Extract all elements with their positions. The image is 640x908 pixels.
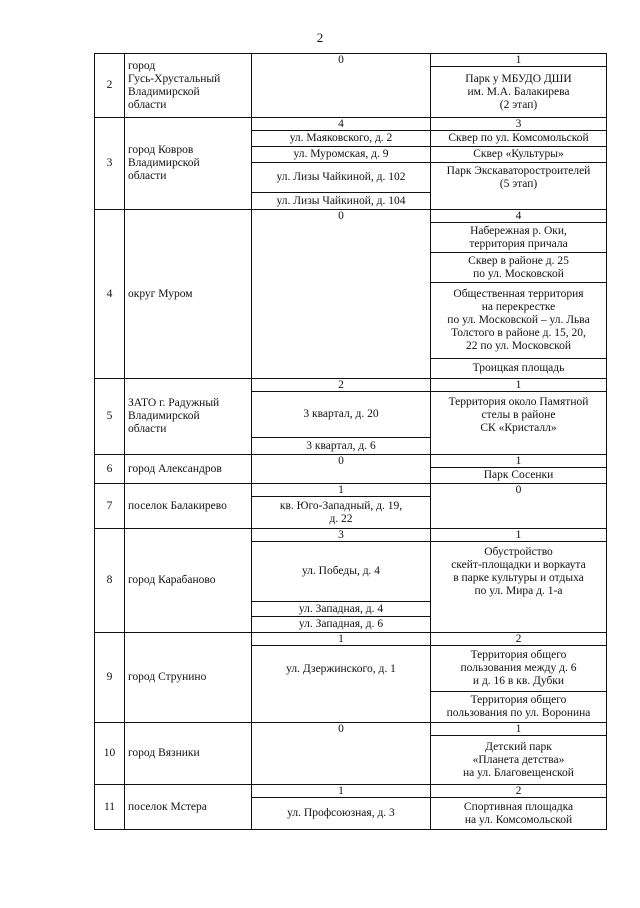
table-row	[95, 633, 607, 723]
territories-table	[94, 53, 607, 830]
right-item: Общественная территория на перекрестке по ул. Московской – ул. Льва Толстого в районе д. 15, 20, 22 по ул. Московской	[431, 283, 606, 359]
table-row	[95, 529, 607, 633]
row-number: 9	[95, 633, 125, 723]
table-row	[95, 785, 607, 830]
right-column	[431, 379, 607, 455]
right-item: Сквер по ул. Комсомольской	[431, 131, 606, 147]
left-column	[252, 529, 431, 633]
municipality-cell	[125, 455, 252, 484]
left-count: 0	[338, 54, 344, 66]
right-count: 4	[431, 210, 606, 223]
right-count: 1	[431, 529, 606, 542]
left-count: 1	[252, 633, 430, 646]
municipality-name: округ Муром	[128, 287, 193, 300]
left-count: 1	[252, 484, 430, 497]
left-column	[252, 723, 431, 785]
table-row	[95, 484, 607, 529]
right-column	[431, 529, 607, 633]
left-column	[252, 455, 431, 484]
left-item: ул. Маяковского, д. 2	[252, 131, 430, 147]
right-item: Сквер «Культуры»	[431, 147, 606, 163]
left-item: ул. Дзержинского, д. 1	[286, 662, 396, 675]
row-number: 7	[95, 484, 125, 529]
left-column	[252, 785, 431, 830]
municipality-name: город Карабаново	[128, 574, 216, 586]
table-row	[95, 54, 607, 118]
right-item: Парк у МБУДО ДШИ им. М.А. Балакирева (2 этап)	[465, 72, 572, 111]
row-number: 3	[95, 118, 125, 210]
right-item: Спортивная площадка на ул. Комсомольской	[463, 800, 574, 826]
municipality-cell	[125, 785, 252, 830]
right-count: 1	[431, 723, 606, 736]
left-item: ул. Лизы Чайкиной, д. 104	[276, 194, 406, 207]
municipality-name: город Ковров Владимирской области	[128, 144, 200, 182]
right-column	[431, 484, 607, 529]
municipality-cell	[125, 210, 252, 379]
municipality-cell	[125, 379, 252, 455]
row-number: 4	[95, 210, 125, 379]
right-item: Территория общего пользования между д. 6 и д. 16 в кв. Дубки	[431, 646, 606, 692]
left-item: ул. Победы, д. 4	[252, 542, 430, 602]
left-count: 0	[338, 455, 344, 467]
row-number: 5	[95, 379, 125, 455]
table-row	[95, 455, 607, 484]
right-count: 2	[431, 785, 606, 798]
left-count: 0	[338, 723, 344, 735]
right-count: 2	[431, 633, 606, 646]
left-column	[252, 633, 431, 723]
left-column	[252, 484, 431, 529]
left-count: 1	[252, 785, 430, 798]
left-item: ул. Лизы Чайкиной, д. 102	[252, 163, 430, 193]
municipality-cell	[125, 484, 252, 529]
row-number: 8	[95, 529, 125, 633]
right-item: Обустройство скейт-площадки и воркаута в парке культуры и отдыха по ул. Мира д. 1-а	[451, 546, 586, 597]
right-count: 1	[431, 54, 606, 67]
right-count: 1	[431, 379, 606, 392]
right-item: Территория общего пользования по ул. Воронина	[446, 694, 591, 719]
table-row	[95, 118, 607, 210]
right-column	[431, 785, 607, 830]
right-item: Детский парк «Планета детства» на ул. Благовещенской	[463, 740, 574, 779]
right-count: 1	[431, 455, 606, 468]
municipality-cell	[125, 633, 252, 723]
right-count: 3	[431, 118, 606, 131]
row-number: 10	[95, 723, 125, 785]
municipality-cell	[125, 529, 252, 633]
right-column	[431, 633, 607, 723]
right-item: Троицкая площадь	[472, 362, 565, 374]
table-row	[95, 723, 607, 785]
left-column	[252, 379, 431, 455]
row-number: 2	[95, 54, 125, 118]
right-column	[431, 54, 607, 118]
municipality-cell	[125, 54, 252, 118]
left-column	[252, 118, 431, 210]
row-number: 6	[95, 455, 125, 484]
right-item: Парк Экскаваторостроителей (5 этап)	[446, 165, 591, 190]
right-item: Парк Сосенки	[483, 469, 554, 481]
municipality-name: поселок Мстера	[128, 800, 207, 813]
left-count: 0	[338, 210, 344, 222]
left-item: ул. Западная, д. 6	[298, 618, 384, 630]
municipality-cell	[125, 723, 252, 785]
right-column	[431, 210, 607, 379]
right-count: 0	[515, 484, 522, 496]
left-count: 4	[252, 118, 430, 131]
municipality-cell	[125, 118, 252, 210]
left-column	[252, 210, 431, 379]
right-column	[431, 118, 607, 210]
left-item: 3 квартал, д. 6	[306, 439, 376, 452]
row-number: 11	[95, 785, 125, 830]
right-item: Набережная р. Оки, территория причала	[431, 223, 606, 253]
left-item: ул. Западная, д. 4	[252, 602, 430, 617]
left-column	[252, 54, 431, 118]
municipality-name: город Струнино	[128, 671, 207, 683]
right-item: Сквер в районе д. 25 по ул. Московской	[431, 253, 606, 283]
municipality-name: ЗАТО г. Радужный Владимирской области	[128, 397, 220, 435]
municipality-name: город Александров	[128, 462, 222, 475]
right-column	[431, 455, 607, 484]
right-column	[431, 723, 607, 785]
page-number: 2	[316, 30, 324, 45]
left-item: ул. Муромская, д. 9	[252, 147, 430, 163]
left-count: 3	[252, 529, 430, 542]
municipality-name: поселок Балакирево	[128, 499, 227, 512]
left-item: 3 квартал, д. 20	[252, 392, 430, 438]
left-count: 2	[252, 379, 430, 392]
table-row	[95, 210, 607, 379]
left-item: ул. Профсоюзная, д. 3	[287, 807, 395, 819]
table-row	[95, 379, 607, 455]
left-item: кв. Юго-Западный, д. 19, д. 22	[279, 499, 403, 525]
right-item: Территория около Памятной стелы в районе СК «Кристалл»	[448, 395, 589, 434]
municipality-name: город Гусь-Хрустальный Владимирской области	[128, 59, 221, 111]
municipality-name: город Вязники	[128, 747, 200, 759]
